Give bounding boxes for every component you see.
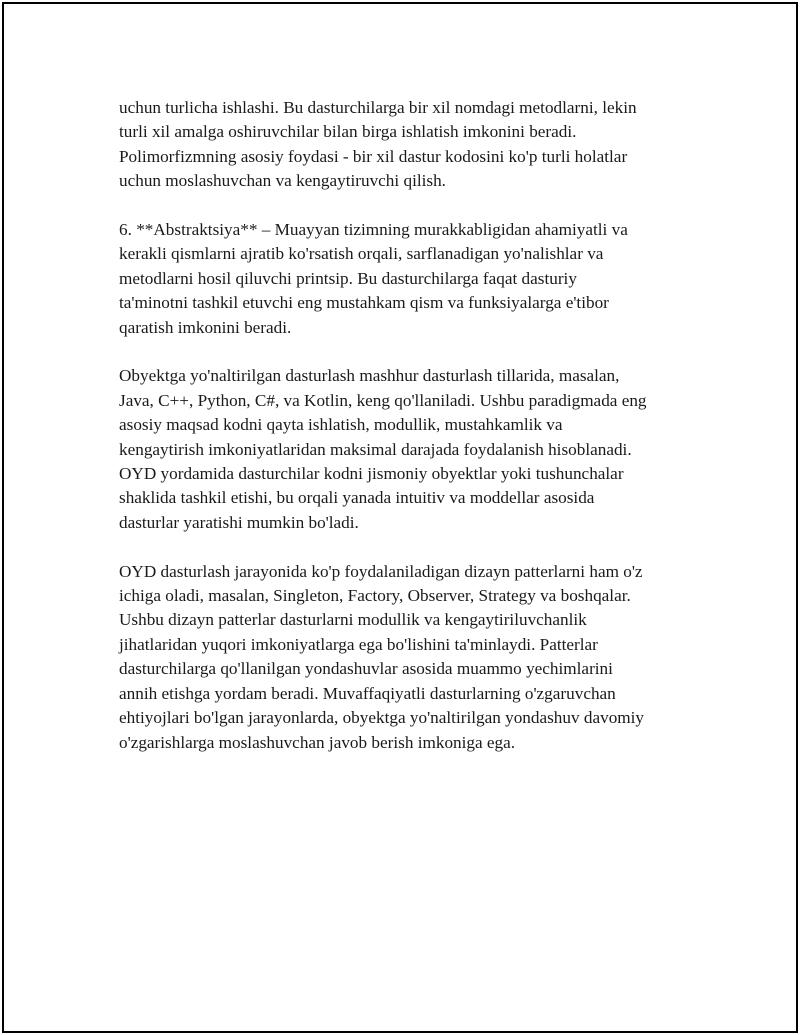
paragraph-design-patterns: OYD dasturlash jarayonida ko'p foydalaniladigan dizayn patterlarni ham o'z ichiga oladi, masalan, Singleton, Factory, Observer, Strategy va boshqalar. Ushbu dizayn patterlar dasturlarni modullik va kengaytiriluvchanlik jihatlaridan yuqori imkoniyatlarga ega bo'lishini ta'minlaydi. Patterlar dasturchilarga qo'llanilgan yondashuvlar asosida muammo yechimlarini annih etishga yordam beradi. Muvaffaqiyatli dasturlarning o'zgaruvchan ehtiyojlari bo'lgan jarayonlarda, obyektga yo'naltirilgan yondashuv davomiy o'zgarishlarga moslashuvchan javob berish imkoniga ega.: [119, 561, 645, 752]
paragraph-abstraction: 6. **Abstraktsiya** – Muayyan tizimning murakkabligidan ahamiyatli va kerakli qismlarni ajratib ko'rsatish orqali, sarflanadigan yo'nalishlar va metodlarni hosil qiluvchi printsip. Bu dasturchilarga faqat dasturiy ta'minotni tashkil etuvchi eng mustahkam qism va funksiyalarga e'tibor qaratish imkonini beradi.: [119, 220, 628, 337]
document-body: [119, 96, 689, 779]
document-page: [2, 2, 798, 1033]
paragraph-polymorphism-end: uchun turlicha ishlashi. Bu dasturchilarga bir xil nomdagi metodlarni, lekin turli xil amalga oshiruvchilar bilan birga ishlatish imkonini beradi. Polimorfizmning asosiy foydasi - bir xil dastur kodosini ko'p turli holatlar uchun moslashuvchan va kengaytiruvchi qilish.: [119, 98, 637, 191]
paragraph-oop-languages: Obyektga yo'naltirilgan dasturlash mashhur dasturlash tillarida, masalan, Java, C++, Python, C#, va Kotlin, keng qo'llaniladi. Ushbu paradigmada eng asosiy maqsad kodni qayta ishlatish, modullik, mustahkamlik va kengaytirish imkoniyatlaridan maksimal darajada foydalanish hisoblanadi. OYD yordamida dasturchilar kodni jismoniy obyektlar yoki tushunchalar shaklida tashkil etishi, bu orqali yanada intuitiv va moddellar asosida dasturlar yaratishi mumkin bo'ladi.: [119, 366, 647, 532]
